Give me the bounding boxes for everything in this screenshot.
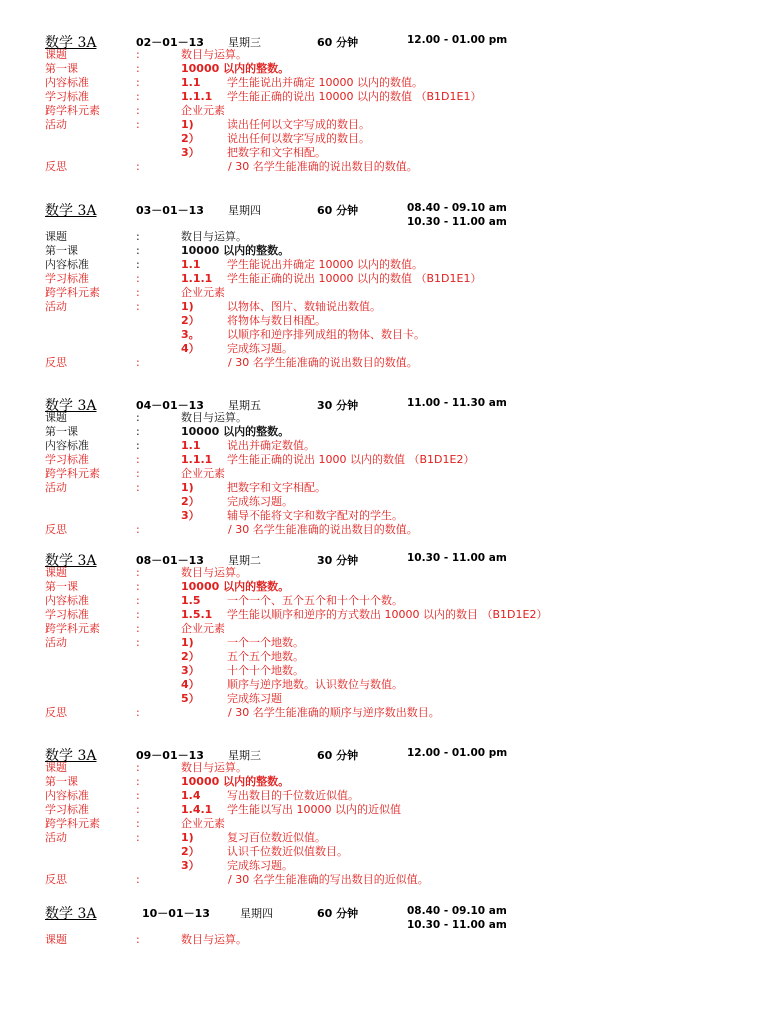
lesson-date: 04－01－13 xyxy=(136,399,204,412)
subject-title: 数学 3A xyxy=(45,906,97,922)
activity-row xyxy=(0,342,768,356)
colon: : xyxy=(136,244,140,257)
topic-row-label: 课题 xyxy=(45,230,67,243)
cross-value: 企业元素 xyxy=(181,104,225,117)
reflection-label: 反思 xyxy=(45,523,67,536)
reflection-row xyxy=(0,356,768,370)
reflection-value: / 30 名学生能准确的顺序与逆序数出数目。 xyxy=(228,706,440,719)
content-code: 1.4 xyxy=(181,789,201,802)
learning-row-label: 学习标准 xyxy=(45,272,89,285)
subject-title: 数学 3A xyxy=(45,203,97,219)
subject-title: 数学 3A xyxy=(45,553,97,569)
lesson-row-label: 第一课 xyxy=(45,580,78,593)
activity-text: 把数字和文字相配。 xyxy=(227,146,326,159)
reflection-value: / 30 名学生能准确的说出数目的数值。 xyxy=(228,160,418,173)
learning-code: 1.1.1 xyxy=(181,272,213,285)
subject-title: 数学 3A xyxy=(45,35,97,51)
lesson-day: 星期二 xyxy=(228,554,261,567)
content-value: 学生能说出并确定 10000 以内的数值。 xyxy=(227,258,423,271)
activity-number: 3） xyxy=(181,146,200,159)
activity-number: 4） xyxy=(181,342,200,355)
lesson-day: 星期五 xyxy=(228,399,261,412)
learning-row xyxy=(0,803,768,817)
activity-number: 2） xyxy=(181,845,200,858)
colon: : xyxy=(136,817,140,830)
activity-text: 顺序与逆序地数。认识数位与数值。 xyxy=(227,678,403,691)
activity-number: 1) xyxy=(181,481,194,494)
topic-row xyxy=(0,761,768,775)
topic-row-label: 课题 xyxy=(45,411,67,424)
colon: : xyxy=(136,258,140,271)
content-row xyxy=(0,594,768,608)
reflection-value: / 30 名学生能准确的说出数目的数值。 xyxy=(228,523,418,536)
lesson-row-label: 第一课 xyxy=(45,775,78,788)
content-row-label: 内容标准 xyxy=(45,76,89,89)
content-row-label: 内容标准 xyxy=(45,258,89,271)
cross-row-label: 跨学科元素 xyxy=(45,104,100,117)
topic-value: 数目与运算。 xyxy=(181,933,247,946)
lesson-duration: 30 分钟 xyxy=(317,399,359,412)
lesson-time-second: 10.30 - 11.00 am xyxy=(407,919,507,931)
learning-code: 1.5.1 xyxy=(181,608,213,621)
activity-text: 以顺序和逆序排列成组的物体、数目卡。 xyxy=(227,328,425,341)
colon: : xyxy=(136,873,140,886)
content-code: 1.5 xyxy=(181,594,201,607)
lesson-row xyxy=(0,775,768,789)
learning-row-label: 学习标准 xyxy=(45,90,89,103)
activity-text: 完成练习题。 xyxy=(227,859,293,872)
activity-text: 辅导不能将文字和数字配对的学生。 xyxy=(227,509,403,522)
cross-row xyxy=(0,622,768,636)
colon: : xyxy=(136,160,140,173)
activity-row xyxy=(0,481,768,495)
reflection-label: 反思 xyxy=(45,160,67,173)
activity-row xyxy=(0,859,768,873)
lesson-row-label: 第一课 xyxy=(45,62,78,75)
lesson-duration: 60 分钟 xyxy=(317,907,359,920)
activity-number: 3） xyxy=(181,664,200,677)
colon: : xyxy=(136,453,140,466)
activity-number: 5） xyxy=(181,692,200,705)
learning-value: 学生能正确的说出 10000 以内的数值 （B1D1E1） xyxy=(227,272,482,285)
content-row-label: 内容标准 xyxy=(45,439,89,452)
topic-value: 数目与运算。 xyxy=(181,48,247,61)
activity-number: 2） xyxy=(181,132,200,145)
colon: : xyxy=(136,300,140,313)
lesson-value: 10000 以内的整数。 xyxy=(181,244,290,257)
cross-row xyxy=(0,817,768,831)
lesson-row-label: 第一课 xyxy=(45,425,78,438)
colon: : xyxy=(136,566,140,579)
reflection-label: 反思 xyxy=(45,706,67,719)
learning-row xyxy=(0,272,768,286)
topic-value: 数目与运算。 xyxy=(181,230,247,243)
lesson-date: 09－01－13 xyxy=(136,749,204,762)
activity-row xyxy=(0,495,768,509)
colon: : xyxy=(136,622,140,635)
activity-text: 完成练习题。 xyxy=(227,495,293,508)
colon: : xyxy=(136,439,140,452)
topic-row-label: 课题 xyxy=(45,933,67,946)
topic-value: 数目与运算。 xyxy=(181,761,247,774)
lesson-row xyxy=(0,244,768,258)
lesson-time-second: 10.30 - 11.00 am xyxy=(407,216,507,228)
activity-row xyxy=(0,664,768,678)
colon: : xyxy=(136,706,140,719)
colon: : xyxy=(136,76,140,89)
cross-row-label: 跨学科元素 xyxy=(45,817,100,830)
colon: : xyxy=(136,789,140,802)
topic-row xyxy=(0,411,768,425)
lesson-row xyxy=(0,62,768,76)
activity-number: 3。 xyxy=(181,328,200,341)
colon: : xyxy=(136,356,140,369)
activity-number: 1) xyxy=(181,118,194,131)
lesson-time: 10.30 - 11.00 am xyxy=(407,552,507,564)
subject-title: 数学 3A xyxy=(45,398,97,414)
colon: : xyxy=(136,425,140,438)
learning-row-label: 学习标准 xyxy=(45,608,89,621)
activity-text: 一个一个地数。 xyxy=(227,636,304,649)
activity-number: 2） xyxy=(181,495,200,508)
reflection-row xyxy=(0,873,768,887)
activity-text: 将物体与数目相配。 xyxy=(227,314,326,327)
lesson-time: 12.00 - 01.00 pm xyxy=(407,34,508,46)
colon: : xyxy=(136,580,140,593)
lesson-value: 10000 以内的整数。 xyxy=(181,425,290,438)
content-value: 学生能说出并确定 10000 以内的数值。 xyxy=(227,76,423,89)
activity-label: 活动 xyxy=(45,831,67,844)
reflection-row xyxy=(0,160,768,174)
reflection-value: / 30 名学生能准确的说出数目的数值。 xyxy=(228,356,418,369)
colon: : xyxy=(136,230,140,243)
topic-row xyxy=(0,230,768,244)
learning-code: 1.1.1 xyxy=(181,453,213,466)
lesson-duration: 60 分钟 xyxy=(317,204,359,217)
content-value: 一个一个、五个五个和十个十个数。 xyxy=(227,594,403,607)
lesson-day: 星期三 xyxy=(228,36,261,49)
colon: : xyxy=(136,90,140,103)
colon: : xyxy=(136,523,140,536)
lesson-time: 11.00 - 11.30 am xyxy=(407,397,507,409)
colon: : xyxy=(136,411,140,424)
cross-row-label: 跨学科元素 xyxy=(45,467,100,480)
activity-text: 复习百位数近似值。 xyxy=(227,831,326,844)
activity-number: 3） xyxy=(181,859,200,872)
learning-row-label: 学习标准 xyxy=(45,803,89,816)
activity-label: 活动 xyxy=(45,636,67,649)
reflection-value: / 30 名学生能准确的写出数目的近似值。 xyxy=(228,873,429,886)
activity-number: 3） xyxy=(181,509,200,522)
activity-text: 十个十个地数。 xyxy=(227,664,304,677)
activity-number: 1) xyxy=(181,300,194,313)
content-value: 写出数目的千位数近似值。 xyxy=(227,789,359,802)
learning-value: 学生能以顺序和逆序的方式数出 10000 以内的数目 （B1D1E2） xyxy=(227,608,548,621)
colon: : xyxy=(136,608,140,621)
activity-text: 完成练习题。 xyxy=(227,342,293,355)
lesson-day: 星期三 xyxy=(228,749,261,762)
cross-value: 企业元素 xyxy=(181,467,225,480)
lesson-time: 12.00 - 01.00 pm xyxy=(407,747,508,759)
lesson-date: 08－01－13 xyxy=(136,554,204,567)
cross-value: 企业元素 xyxy=(181,622,225,635)
activity-text: 读出任何以文字写成的数目。 xyxy=(227,118,370,131)
activity-label: 活动 xyxy=(45,118,67,131)
topic-row xyxy=(0,48,768,62)
colon: : xyxy=(136,118,140,131)
learning-code: 1.4.1 xyxy=(181,803,213,816)
lesson-row xyxy=(0,580,768,594)
colon: : xyxy=(136,481,140,494)
colon: : xyxy=(136,467,140,480)
activity-number: 1) xyxy=(181,636,194,649)
colon: : xyxy=(136,272,140,285)
learning-row-label: 学习标准 xyxy=(45,453,89,466)
lesson-header xyxy=(0,200,768,228)
activity-text: 以物体、图片、数轴说出数值。 xyxy=(227,300,381,313)
activity-row xyxy=(0,509,768,523)
content-code: 1.1 xyxy=(181,76,201,89)
lesson-duration: 60 分钟 xyxy=(317,749,359,762)
lesson-value: 10000 以内的整数。 xyxy=(181,580,290,593)
activity-label: 活动 xyxy=(45,300,67,313)
activity-text: 完成练习题 xyxy=(227,692,282,705)
colon: : xyxy=(136,803,140,816)
lesson-day: 星期四 xyxy=(240,907,273,920)
learning-value: 学生能以写出 10000 以内的近似值 xyxy=(227,803,401,816)
topic-value: 数目与运算。 xyxy=(181,566,247,579)
colon: : xyxy=(136,933,140,946)
colon: : xyxy=(136,286,140,299)
activity-row xyxy=(0,636,768,650)
activity-number: 1) xyxy=(181,831,194,844)
lesson-day: 星期四 xyxy=(228,204,261,217)
activity-row xyxy=(0,328,768,342)
content-row xyxy=(0,789,768,803)
activity-row xyxy=(0,132,768,146)
learning-code: 1.1.1 xyxy=(181,90,213,103)
lesson-time: 08.40 - 09.10 am xyxy=(407,202,507,214)
activity-row xyxy=(0,692,768,706)
learning-value: 学生能正确的说出 10000 以内的数值 （B1D1E1） xyxy=(227,90,482,103)
cross-value: 企业元素 xyxy=(181,286,225,299)
content-row xyxy=(0,258,768,272)
activity-row xyxy=(0,845,768,859)
activity-row xyxy=(0,831,768,845)
activity-text: 说出任何以数字写成的数目。 xyxy=(227,132,370,145)
activity-text: 把数字和文字相配。 xyxy=(227,481,326,494)
lesson-date: 03－01－13 xyxy=(136,204,204,217)
learning-value: 学生能正确的说出 1000 以内的数值 （B1D1E2） xyxy=(227,453,475,466)
topic-row-label: 课题 xyxy=(45,48,67,61)
cross-row xyxy=(0,104,768,118)
cross-row xyxy=(0,467,768,481)
cross-value: 企业元素 xyxy=(181,817,225,830)
colon: : xyxy=(136,594,140,607)
topic-row-label: 课题 xyxy=(45,566,67,579)
content-code: 1.1 xyxy=(181,258,201,271)
lesson-date: 02－01－13 xyxy=(136,36,204,49)
topic-row xyxy=(0,566,768,580)
learning-row xyxy=(0,608,768,622)
activity-number: 4） xyxy=(181,678,200,691)
cross-row-label: 跨学科元素 xyxy=(45,622,100,635)
activity-label: 活动 xyxy=(45,481,67,494)
lesson-duration: 60 分钟 xyxy=(317,36,359,49)
colon: : xyxy=(136,62,140,75)
reflection-row xyxy=(0,706,768,720)
activity-row xyxy=(0,650,768,664)
colon: : xyxy=(136,48,140,61)
lesson-row-label: 第一课 xyxy=(45,244,78,257)
activity-row xyxy=(0,118,768,132)
content-row-label: 内容标准 xyxy=(45,594,89,607)
content-value: 说出并确定数值。 xyxy=(227,439,315,452)
activity-number: 2） xyxy=(181,314,200,327)
reflection-label: 反思 xyxy=(45,356,67,369)
content-row xyxy=(0,439,768,453)
learning-row xyxy=(0,90,768,104)
content-row xyxy=(0,76,768,90)
cross-row xyxy=(0,286,768,300)
colon: : xyxy=(136,831,140,844)
lesson-value: 10000 以内的整数。 xyxy=(181,62,290,75)
topic-row xyxy=(0,933,768,947)
activity-row xyxy=(0,678,768,692)
lesson-time: 08.40 - 09.10 am xyxy=(407,905,507,917)
lesson-duration: 30 分钟 xyxy=(317,554,359,567)
lesson-value: 10000 以内的整数。 xyxy=(181,775,290,788)
activity-number: 2） xyxy=(181,650,200,663)
lesson-header xyxy=(0,903,768,931)
activity-row xyxy=(0,146,768,160)
reflection-label: 反思 xyxy=(45,873,67,886)
colon: : xyxy=(136,636,140,649)
lesson-date: 10－01－13 xyxy=(142,907,210,920)
colon: : xyxy=(136,775,140,788)
activity-row xyxy=(0,314,768,328)
activity-text: 五个五个地数。 xyxy=(227,650,304,663)
colon: : xyxy=(136,104,140,117)
activity-text: 认识千位数近似值数目。 xyxy=(227,845,348,858)
content-code: 1.1 xyxy=(181,439,201,452)
subject-title: 数学 3A xyxy=(45,748,97,764)
topic-value: 数目与运算。 xyxy=(181,411,247,424)
cross-row-label: 跨学科元素 xyxy=(45,286,100,299)
content-row-label: 内容标准 xyxy=(45,789,89,802)
learning-row xyxy=(0,453,768,467)
colon: : xyxy=(136,761,140,774)
reflection-row xyxy=(0,523,768,537)
topic-row-label: 课题 xyxy=(45,761,67,774)
lesson-row xyxy=(0,425,768,439)
activity-row xyxy=(0,300,768,314)
